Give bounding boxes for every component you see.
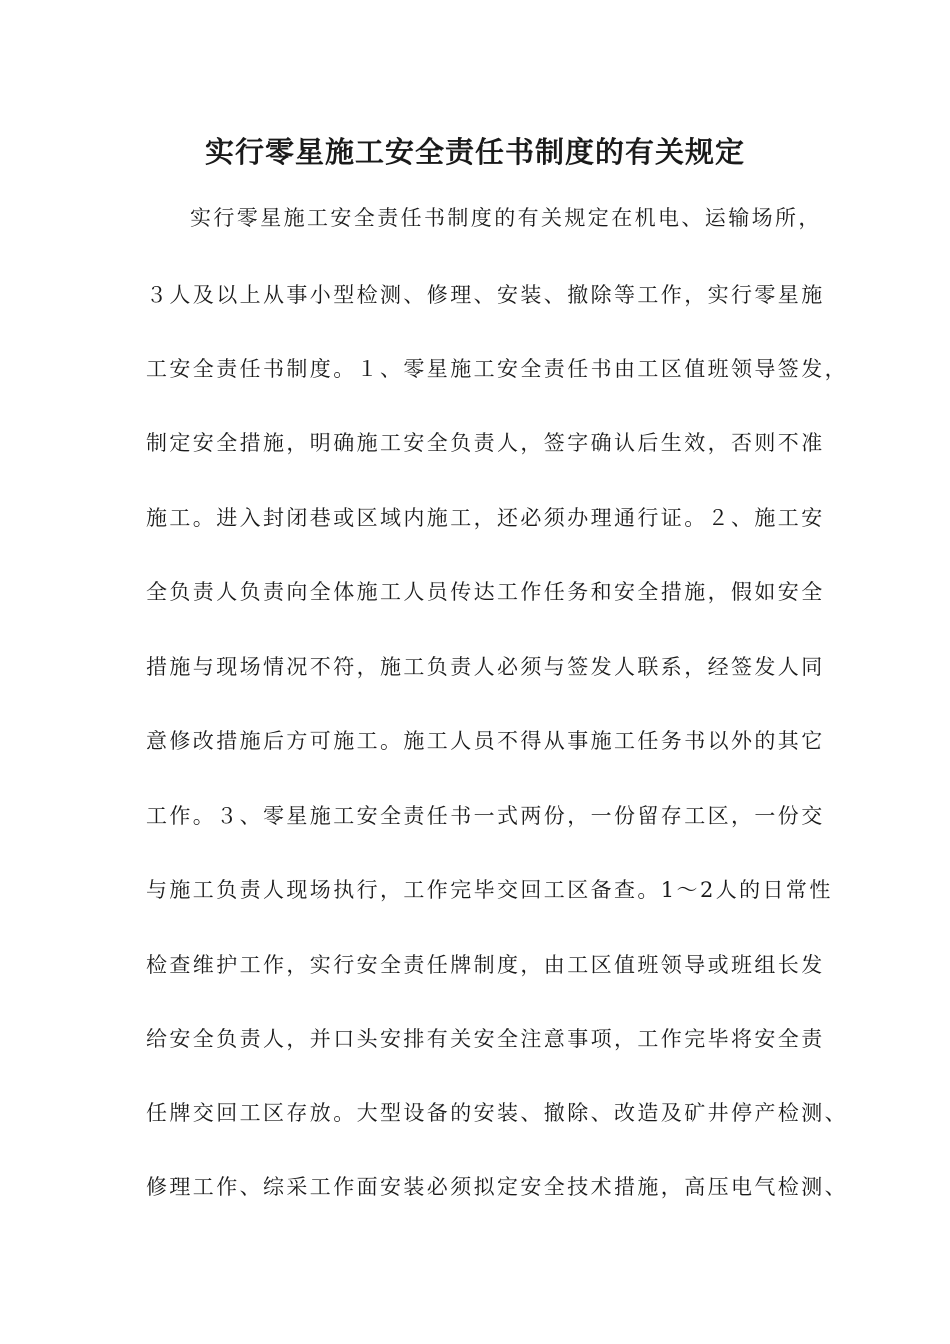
body-line-11: 检查维护工作，实行安全责任牌制度，由工区值班领导或班组长发 bbox=[146, 953, 825, 977]
body-line-5: 施工。进入封闭巷或区域内施工，还必须办理通行证。２、施工安 bbox=[146, 506, 825, 530]
body-line-4: 制定安全措施，明确施工安全负责人，签字确认后生效，否则不准 bbox=[146, 431, 825, 455]
document-title: 实行零星施工安全责任书制度的有关规定 bbox=[204, 135, 745, 169]
body-line-1: 实行零星施工安全责任书制度的有关规定在机电、运输场所， bbox=[190, 206, 822, 230]
body-line-10: 与施工负责人现场执行，工作完毕交回工区备查。1～2人的日常性 bbox=[146, 878, 833, 902]
body-line-9: 工作。３、零星施工安全责任书一式两份，一份留存工区，一份交 bbox=[146, 804, 825, 828]
body-line-8: 意修改措施后方可施工。施工人员不得从事施工任务书以外的其它 bbox=[146, 729, 825, 753]
body-line-13: 任牌交回工区存放。大型设备的安装、撤除、改造及矿井停产检测、 bbox=[146, 1101, 848, 1125]
body-line-3: 工安全责任书制度。１、零星施工安全责任书由工区值班领导签发， bbox=[146, 357, 848, 381]
body-line-12: 给安全负责人，并口头安排有关安全注意事项，工作完毕将安全责 bbox=[146, 1027, 825, 1051]
body-line-14: 修理工作、综采工作面安装必须拟定安全技术措施，高压电气检测、 bbox=[146, 1175, 848, 1199]
body-line-6: 全负责人负责向全体施工人员传达工作任务和安全措施，假如安全 bbox=[146, 580, 825, 604]
body-line-7: 措施与现场情况不符，施工负责人必须与签发人联系，经签发人同 bbox=[146, 655, 825, 679]
body-line-2: ３人及以上从事小型检测、修理、安装、撤除等工作，实行零星施 bbox=[146, 283, 825, 307]
